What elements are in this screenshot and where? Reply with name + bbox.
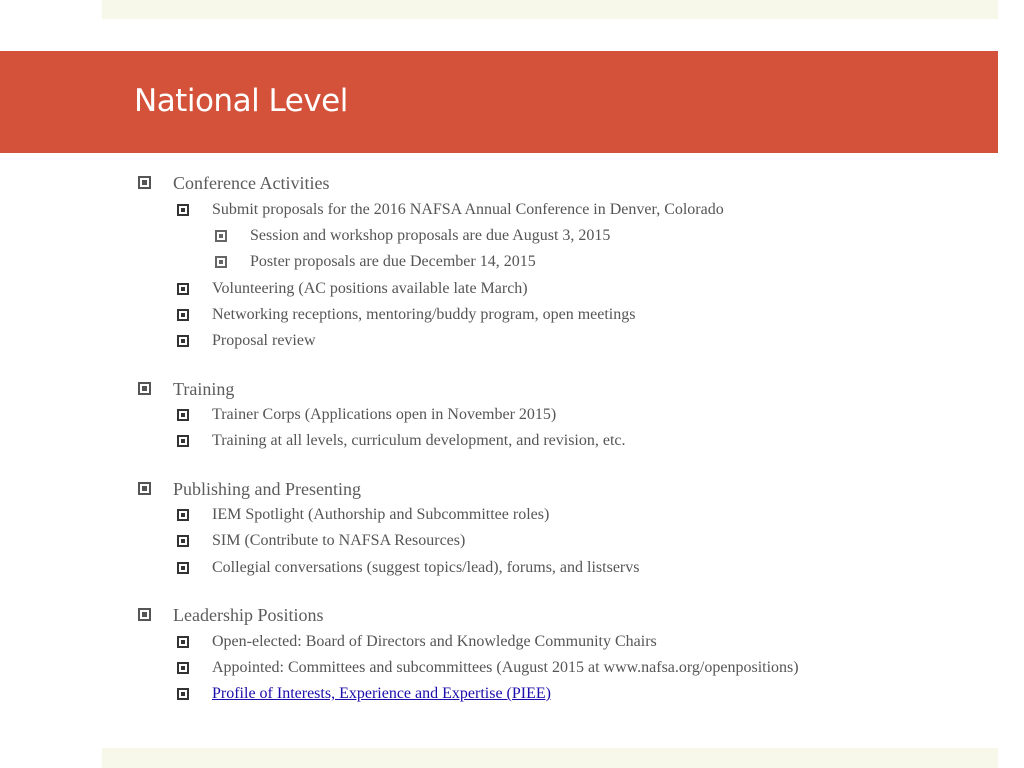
bullet-icon <box>177 636 189 648</box>
bullet-icon <box>215 230 227 242</box>
list-item: Training at all levels, curriculum development, and revision, etc. <box>212 432 626 449</box>
bullet-icon <box>177 662 189 674</box>
bullet-icon <box>177 283 189 295</box>
list-item: Trainer Corps (Applications open in November 2015) <box>212 406 557 423</box>
list-item: Proposal review <box>212 332 316 349</box>
bullet-icon <box>177 562 189 574</box>
bullet-icon <box>177 509 189 521</box>
bottom-decorative-strip <box>102 748 998 768</box>
bullet-icon <box>138 382 151 395</box>
list-subitem: Poster proposals are due December 14, 2015 <box>250 253 536 270</box>
list-item: Appointed: Committees and subcommittees (August 2015 at www.nafsa.org/openpositions) <box>212 659 799 676</box>
bullet-icon <box>177 309 189 321</box>
section-heading-training: Training <box>173 379 235 399</box>
bullet-icon <box>138 482 151 495</box>
list-item: SIM (Contribute to NAFSA Resources) <box>212 532 466 549</box>
list-item: Networking receptions, mentoring/buddy program, open meetings <box>212 306 636 323</box>
bullet-icon <box>177 335 189 347</box>
bullet-icon <box>177 688 189 700</box>
list-item: Open-elected: Board of Directors and Knowledge Community Chairs <box>212 633 657 650</box>
slide-title: National Level <box>134 83 348 119</box>
list-item: Collegial conversations (suggest topics/lead), forums, and listservs <box>212 559 640 576</box>
bullet-icon <box>177 204 189 216</box>
list-item: Submit proposals for the 2016 NAFSA Annual Conference in Denver, Colorado <box>212 201 724 218</box>
section-heading-publishing: Publishing and Presenting <box>173 479 361 499</box>
bullet-icon <box>138 608 151 621</box>
bullet-icon <box>177 535 189 547</box>
section-heading-leadership: Leadership Positions <box>173 605 324 625</box>
list-subitem: Session and workshop proposals are due August 3, 2015 <box>250 227 611 244</box>
section-heading-conference: Conference Activities <box>173 173 330 193</box>
list-item-link <box>212 685 551 703</box>
bullet-icon <box>215 256 227 268</box>
piee-link[interactable]: Profile of Interests, Experience and Expertise (PIEE) <box>212 685 551 702</box>
bullet-icon <box>177 409 189 421</box>
bullet-icon <box>138 176 151 189</box>
list-item: Volunteering (AC positions available late March) <box>212 280 528 297</box>
list-item: IEM Spotlight (Authorship and Subcommittee roles) <box>212 506 550 523</box>
bullet-icon <box>177 435 189 447</box>
